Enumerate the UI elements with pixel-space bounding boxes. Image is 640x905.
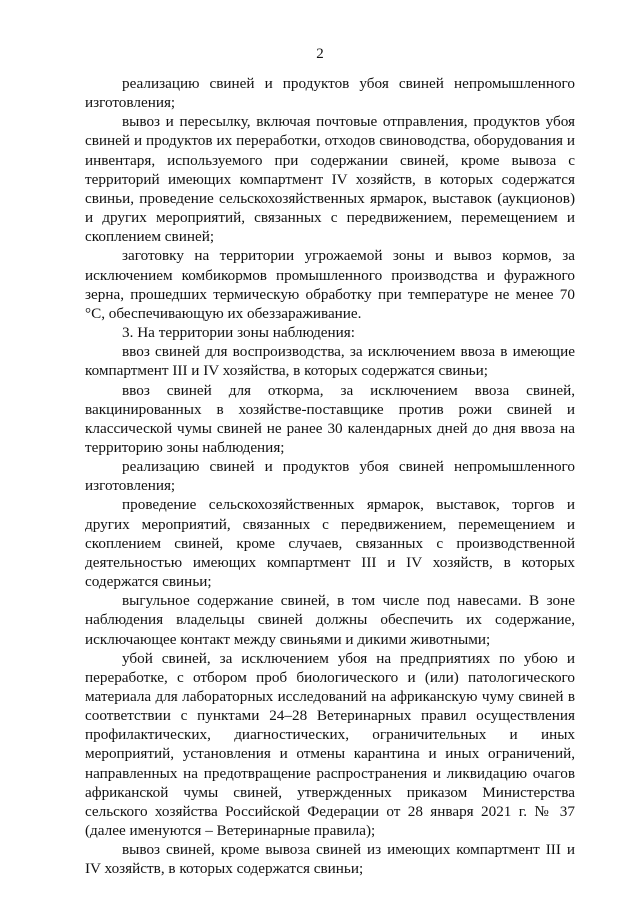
document-body (85, 74, 575, 879)
paragraph-2: вывоз и пересылку, включая почтовые отправления, продуктов убоя свиней и продуктов их переработки, отходов свиноводства, оборудования и инвентаря, используемого при содержании свиней, кроме вывоза с территорий имеющих компартмент IV хозяйств, в которых содержатся свиньи, проведение сельскохозяйственных ярмарок, выставок (аукционов) и других мероприятий, связанных с передвижением, перемещением и скоплением свиней; (85, 113, 575, 246)
paragraph-6: реализацию свиней и продуктов убоя свиней непромышленного изготовления; (85, 458, 575, 495)
section-heading-3: 3. На территории зоны наблюдения: (122, 324, 355, 342)
paragraph-3: заготовку на территории угрожаемой зоны и вывоз кормов, за исключением комбикормов промышленного производства и фуражного зерна, прошедших термическую обработку при температуре не менее 70 °С, обеспечивающую их обеззараживание. (85, 247, 575, 322)
paragraph-4: ввоз свиней для воспроизводства, за исключением ввоза в имеющие компартмент III и IV хозяйства, в которых содержатся свиньи; (85, 343, 575, 380)
paragraph-10: вывоз свиней, кроме вывоза свиней из имеющих компартмент III и IV хозяйств, в которых содержатся свиньи; (85, 841, 575, 878)
paragraph-1: реализацию свиней и продуктов убоя свиней непромышленного изготовления; (85, 75, 575, 112)
paragraph-9: убой свиней, за исключением убоя на предприятиях по убою и переработке, с отбором проб биологического и (или) патологического материала для лабораторных исследований на африканскую чуму свиней в соответствии с пунктами 24–28 Ветеринарных правил осуществления профилактических, диагностических, ограничительных и иных мероприятий, установления и отмены карантина и иных ограничений, направленных на предотвращение распространения и ликвидацию очагов африканской чумы свиней, утвержденных приказом Министерства сельского хозяйства Российской Федерации от 28 января 2021 г. № 37 (далее именуются – Ветеринарные правила); (85, 649, 575, 840)
paragraph-8: выгульное содержание свиней, в том числе под навесами. В зоне наблюдения владельцы свиней должны обеспечить их содержание, исключающее контакт между свиньями и дикими животными; (85, 592, 575, 648)
paragraph-7: проведение сельскохозяйственных ярмарок, выставок, торгов и других мероприятий, связанных с передвижением, перемещением и скоплением свиней, кроме случаев, связанных с производственной деятельностью имеющих компартмент III и IV хозяйств, в которых содержатся свиньи; (85, 496, 575, 591)
paragraph-5: ввоз свиней для откорма, за исключением ввоза свиней, вакцинированных в хозяйстве-поставщике против рожи свиней и классической чумы свиней не ранее 30 календарных дней до дня ввоза на территорию зоны наблюдения; (85, 381, 575, 456)
page-number: 2 (316, 46, 324, 62)
